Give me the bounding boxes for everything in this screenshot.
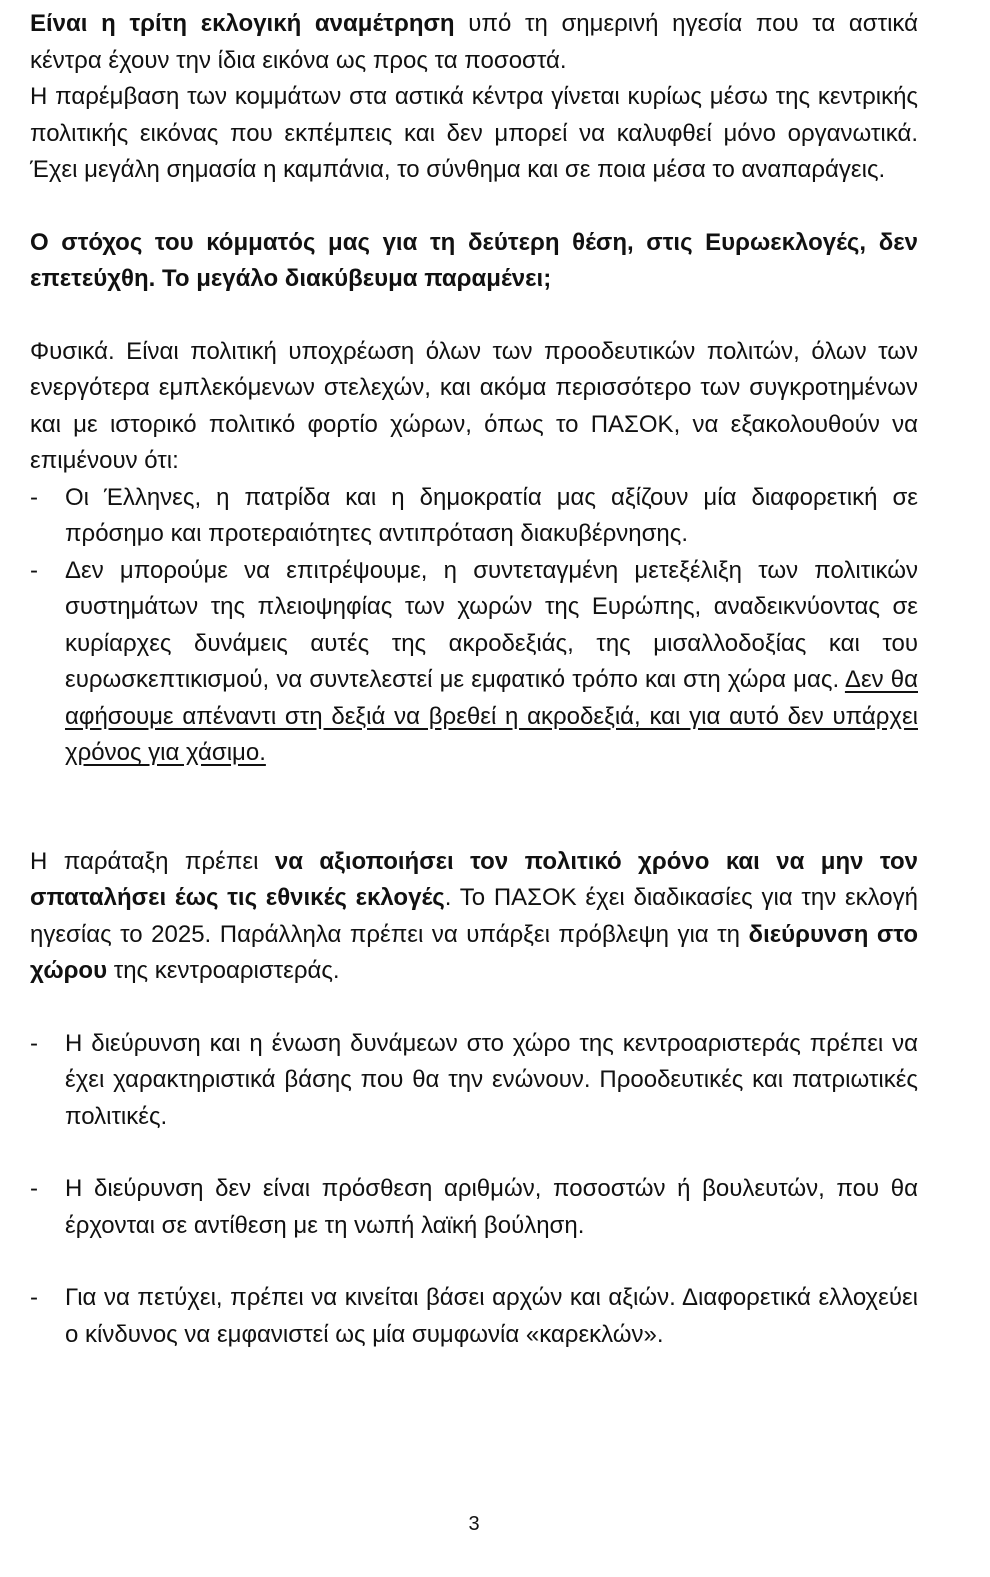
list-item (30, 1171, 918, 1244)
paragraph-third-election (30, 6, 918, 79)
list-item-text: Οι Έλληνες, η πατρίδα και η δημοκρατία μας αξίζουν μία διαφορετική σε πρόσημο και προτεραιότητες αντιπρόταση διακυβέρνησης. (65, 483, 918, 547)
dash-bullet: - (30, 483, 38, 511)
bold-lead: Είναι η τρίτη εκλογική αναμέτρηση (30, 10, 455, 37)
bold-text: διεύρυνση στο χώρου (30, 920, 918, 984)
paragraph-urban-intervention: Η παρέμβαση των κομμάτων στα αστικά κέντρα γίνεται κυρίως μέσω της κεντρικής πολιτικής εικόνας που εκπέμπεις και δεν μπορεί να καλυφθεί μόνο οργανωτικά. Έχει μεγάλη σημασία η καμπάνια, το σύνθημα και σε ποια μέσα το αναπαράγεις. (30, 83, 918, 183)
list-item (30, 480, 918, 553)
list-item-text: Η διεύρυνση δεν είναι πρόσθεση αριθμών, ποσοστών ή βουλευτών, που θα έρχονται σε αντίθεση με τη νωπή λαϊκή βούληση. (65, 1175, 918, 1239)
dash-bullet: - (30, 1175, 38, 1202)
underlined-statement: Δεν θα αφήσουμε απέναντι στη δεξιά να βρεθεί η ακροδεξιά, και για αυτό δεν υπάρχει χρόνος για χάσιμο. (65, 666, 918, 766)
list-item (30, 553, 918, 772)
dash-bullet: - (30, 556, 38, 584)
question-heading (30, 225, 918, 298)
dash-bullet: - (30, 1029, 38, 1057)
paragraph-text: Η παράταξη πρέπει (30, 847, 275, 875)
list-item-text: Για να πετύχει, πρέπει να κινείται βάσει αρχών και αξιών. Διαφορετικά ελλοχεύει ο κίνδυνος να εμφανιστεί ως μία συμφωνία «καρεκλών». (65, 1284, 918, 1348)
paragraph-text: της κεντροαριστεράς. (107, 957, 340, 984)
paragraph-text: υπό τη σημερινή ηγεσία που τα αστικά κέντρα έχουν την ίδια εικόνα ως προς τα ποσοστά. (30, 10, 918, 74)
answer-intro: Φυσικά. Είναι πολιτική υποχρέωση όλων των προοδευτικών πολιτών, όλων των ενεργότερα εμπλεκόμενων στελεχών, και ακόμα περισσότερο των συγκροτημένων και με ιστορικό πολιτικό φορτίο χώρων, όπως το ΠΑΣΟΚ, να εξακολουθούν να επιμένουν ότι: (30, 337, 918, 474)
list-item (30, 1280, 918, 1353)
list-item-text: Η διεύρυνση και η ένωση δυνάμεων στο χώρο της κεντροαριστεράς πρέπει να έχει χαρακτηριστικά βάσης που θα την ενώνουν. Προοδευτικές και πατριωτικές πολιτικές. (65, 1029, 918, 1130)
paragraph-party-strategy (30, 844, 918, 990)
paragraph-text: . Το ΠΑΣΟΚ έχει διαδικασίες για την εκλογή ηγεσίας το 2025. Παράλληλα πρέπει να υπάρξει πρόβλεψη για τη (30, 884, 918, 948)
list-item-text: Δεν μπορούμε να επιτρέψουμε, η συντεταγμένη μετεξέλιξη των πολιτικών συστημάτων της πλειοψηφίας των χωρών της Ευρώπης, αναδεικνύοντας σε κυρίαρχες δυνάμεις αυτές της ακροδεξιάς, της μισαλλοδοξίας και του ευρωσκεπτικισμού, να συντελεστεί με εμφατικό τρόπο και στη χώρα μας. (65, 556, 918, 693)
dash-bullet: - (30, 1284, 38, 1311)
document-page (30, 6, 918, 1353)
page-number: 3 (468, 1513, 480, 1535)
list-item (30, 1026, 918, 1136)
bold-text: να αξιοποιήσει τον πολιτικό χρόνο και να μην τον σπαταλήσει έως τις εθνικές εκλογές (30, 847, 918, 911)
question-text: Ο στόχος του κόμματός μας για τη δεύτερη θέση, στις Ευρωεκλογές, δεν επετεύχθη. Το μεγάλο διακύβευμα παραμένει; (30, 228, 918, 292)
